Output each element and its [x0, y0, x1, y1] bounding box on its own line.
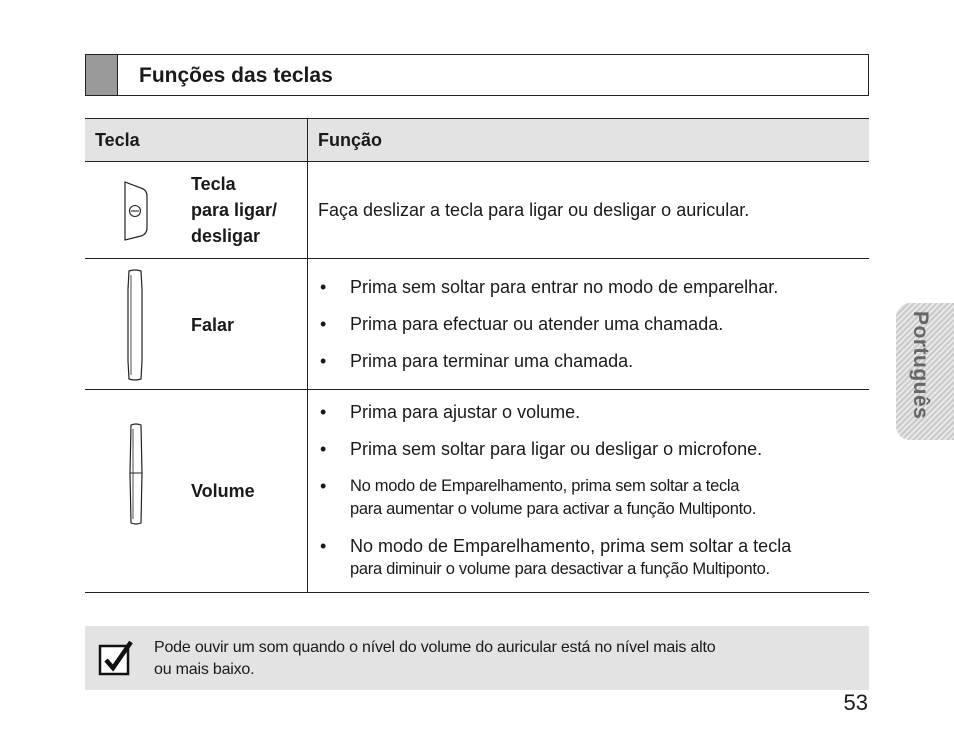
table-row-talk [85, 259, 869, 390]
talk-key-icon [125, 269, 145, 381]
key-label-power: Tecla para ligar/ desligar [191, 174, 278, 246]
section-header-tab [86, 55, 118, 95]
list-item: • Prima para terminar uma chamada. [318, 350, 869, 373]
list-item: • No modo de Emparelhamento, prima sem soltar a tecla para diminuir o volume para desactivar a função Multiponto. [318, 535, 869, 581]
page-number: 53 [843, 690, 868, 715]
note-text: Pode ouvir um som quando o nível do volume do auricular está no nível mais alto ou mais baixo. [154, 639, 716, 678]
header-function: Função [308, 119, 870, 162]
table-row-volume [85, 390, 869, 593]
volume-key-icon [128, 423, 144, 525]
list-item: • Prima sem soltar para entrar no modo de emparelhar. [318, 276, 869, 299]
list-item: • Prima para efectuar ou atender uma chamada. [318, 313, 869, 336]
language-side-tab [896, 303, 954, 440]
volume-function-list [318, 401, 869, 581]
table-row-power [85, 162, 869, 259]
section-title: Funções das teclas [139, 64, 333, 87]
section-header [85, 54, 869, 96]
function-cell-power [308, 162, 870, 259]
key-label-volume: Volume [191, 481, 255, 501]
function-text-power: Faça deslizar a tecla para ligar ou desligar o auricular. [318, 199, 750, 220]
list-item: • Prima para ajustar o volume. [318, 401, 869, 424]
key-cell-talk [85, 259, 308, 390]
note-box [85, 626, 869, 690]
function-cell-talk [308, 259, 870, 390]
key-cell-power [85, 162, 308, 259]
language-label: Português [909, 311, 932, 420]
list-item: • Prima sem soltar para ligar ou desligar o microfone. [318, 438, 869, 461]
power-slide-key-icon [123, 180, 149, 242]
function-cell-volume [308, 390, 870, 593]
checkmark-note-icon [98, 640, 134, 676]
header-key: Tecla [85, 119, 308, 162]
key-label-talk: Falar [191, 315, 235, 335]
list-item: • No modo de Emparelhamento, prima sem soltar a tecla para aumentar o volume para activar a função Multiponto. [318, 475, 869, 521]
key-cell-volume [85, 390, 308, 593]
talk-function-list [318, 276, 869, 373]
key-functions-table [85, 118, 869, 593]
table-header-row [85, 119, 869, 162]
